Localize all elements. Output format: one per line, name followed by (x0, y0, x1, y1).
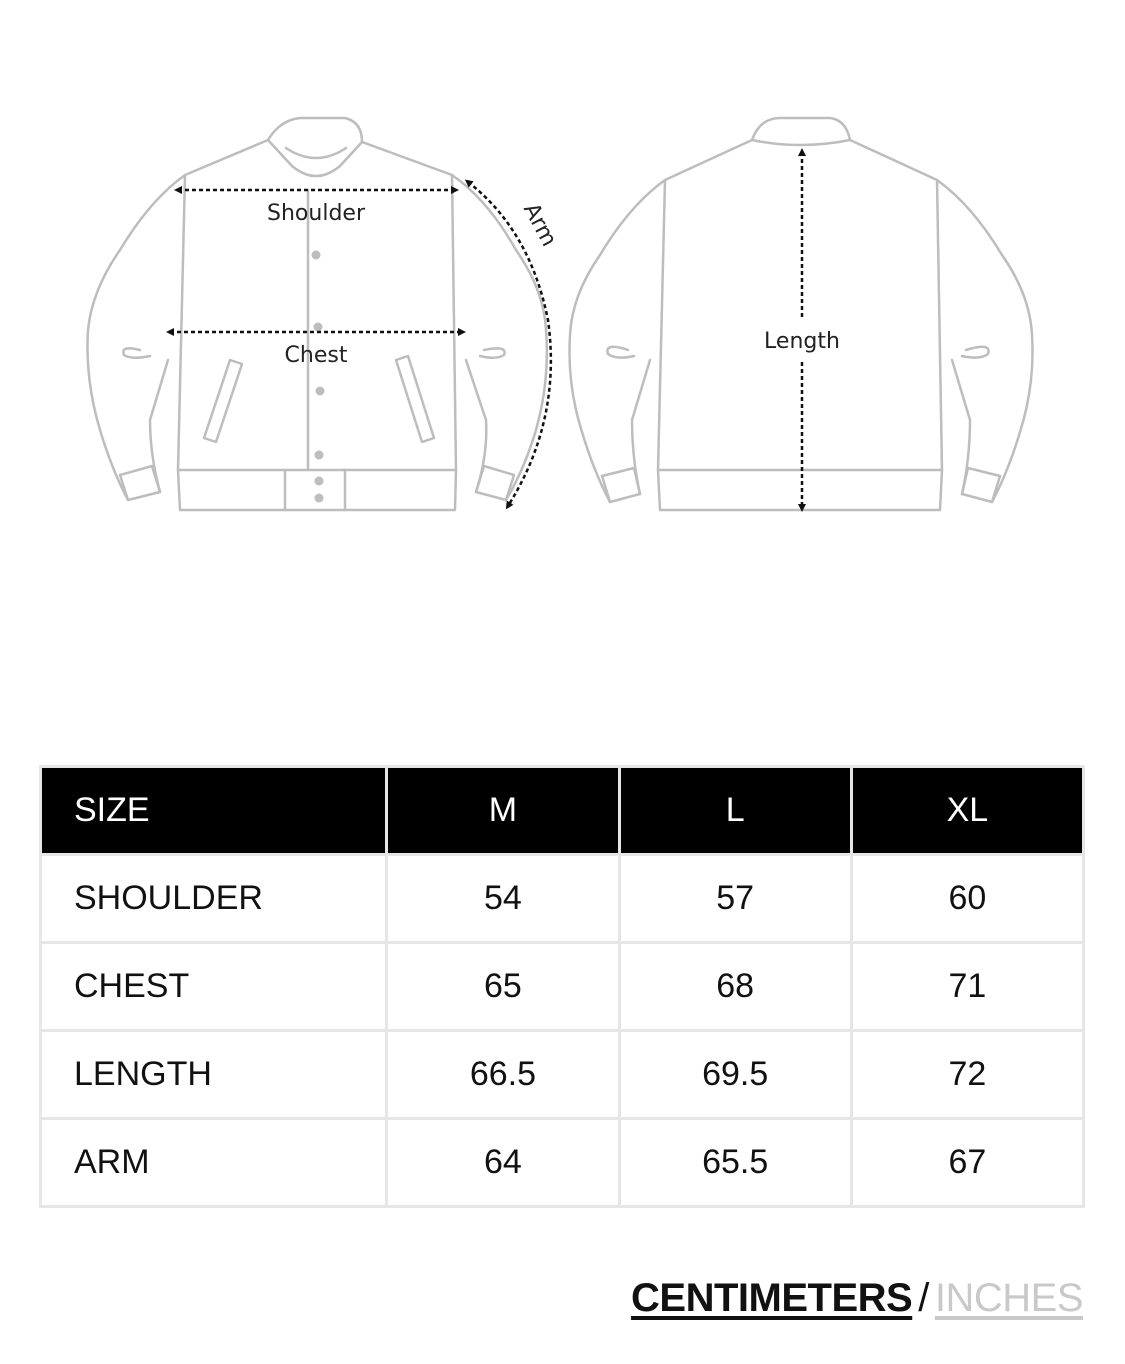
cell-length-m: 66.5 (387, 1031, 619, 1119)
row-label-shoulder: SHOULDER (41, 855, 387, 943)
cell-shoulder-l: 57 (619, 855, 851, 943)
table-row-arm (41, 1119, 1084, 1207)
table-header-row (41, 767, 1084, 855)
header-size-l: L (619, 767, 851, 855)
header-size-m: M (387, 767, 619, 855)
cell-length-xl: 72 (851, 1031, 1083, 1119)
size-chart-table (39, 765, 1085, 1208)
cell-arm-l: 65.5 (619, 1119, 851, 1207)
header-size-xl: XL (851, 767, 1083, 855)
table-row-length (41, 1031, 1084, 1119)
arm-label: Arm (518, 199, 562, 251)
unit-separator: / (918, 1276, 929, 1320)
jacket-front-drawing (88, 118, 547, 510)
cell-chest-m: 65 (387, 943, 619, 1031)
chest-label: Chest (284, 343, 348, 368)
table-row-chest (41, 943, 1084, 1031)
row-label-chest: CHEST (41, 943, 387, 1031)
jacket-measurement-diagram (0, 0, 1125, 560)
unit-inches-link[interactable]: INCHES (934, 1276, 1083, 1320)
row-label-length: LENGTH (41, 1031, 387, 1119)
cell-arm-m: 64 (387, 1119, 619, 1207)
cell-chest-l: 68 (619, 943, 851, 1031)
header-size-label: SIZE (41, 767, 387, 855)
cell-chest-xl: 71 (851, 943, 1083, 1031)
shoulder-label: Shoulder (267, 201, 365, 226)
row-label-arm: ARM (41, 1119, 387, 1207)
cell-shoulder-m: 54 (387, 855, 619, 943)
cell-shoulder-xl: 60 (851, 855, 1083, 943)
unit-toggle (631, 1276, 1083, 1321)
length-label: Length (764, 329, 840, 354)
cell-arm-xl: 67 (851, 1119, 1083, 1207)
table-row-shoulder (41, 855, 1084, 943)
unit-centimeters-link[interactable]: CENTIMETERS (631, 1276, 913, 1320)
cell-length-l: 69.5 (619, 1031, 851, 1119)
